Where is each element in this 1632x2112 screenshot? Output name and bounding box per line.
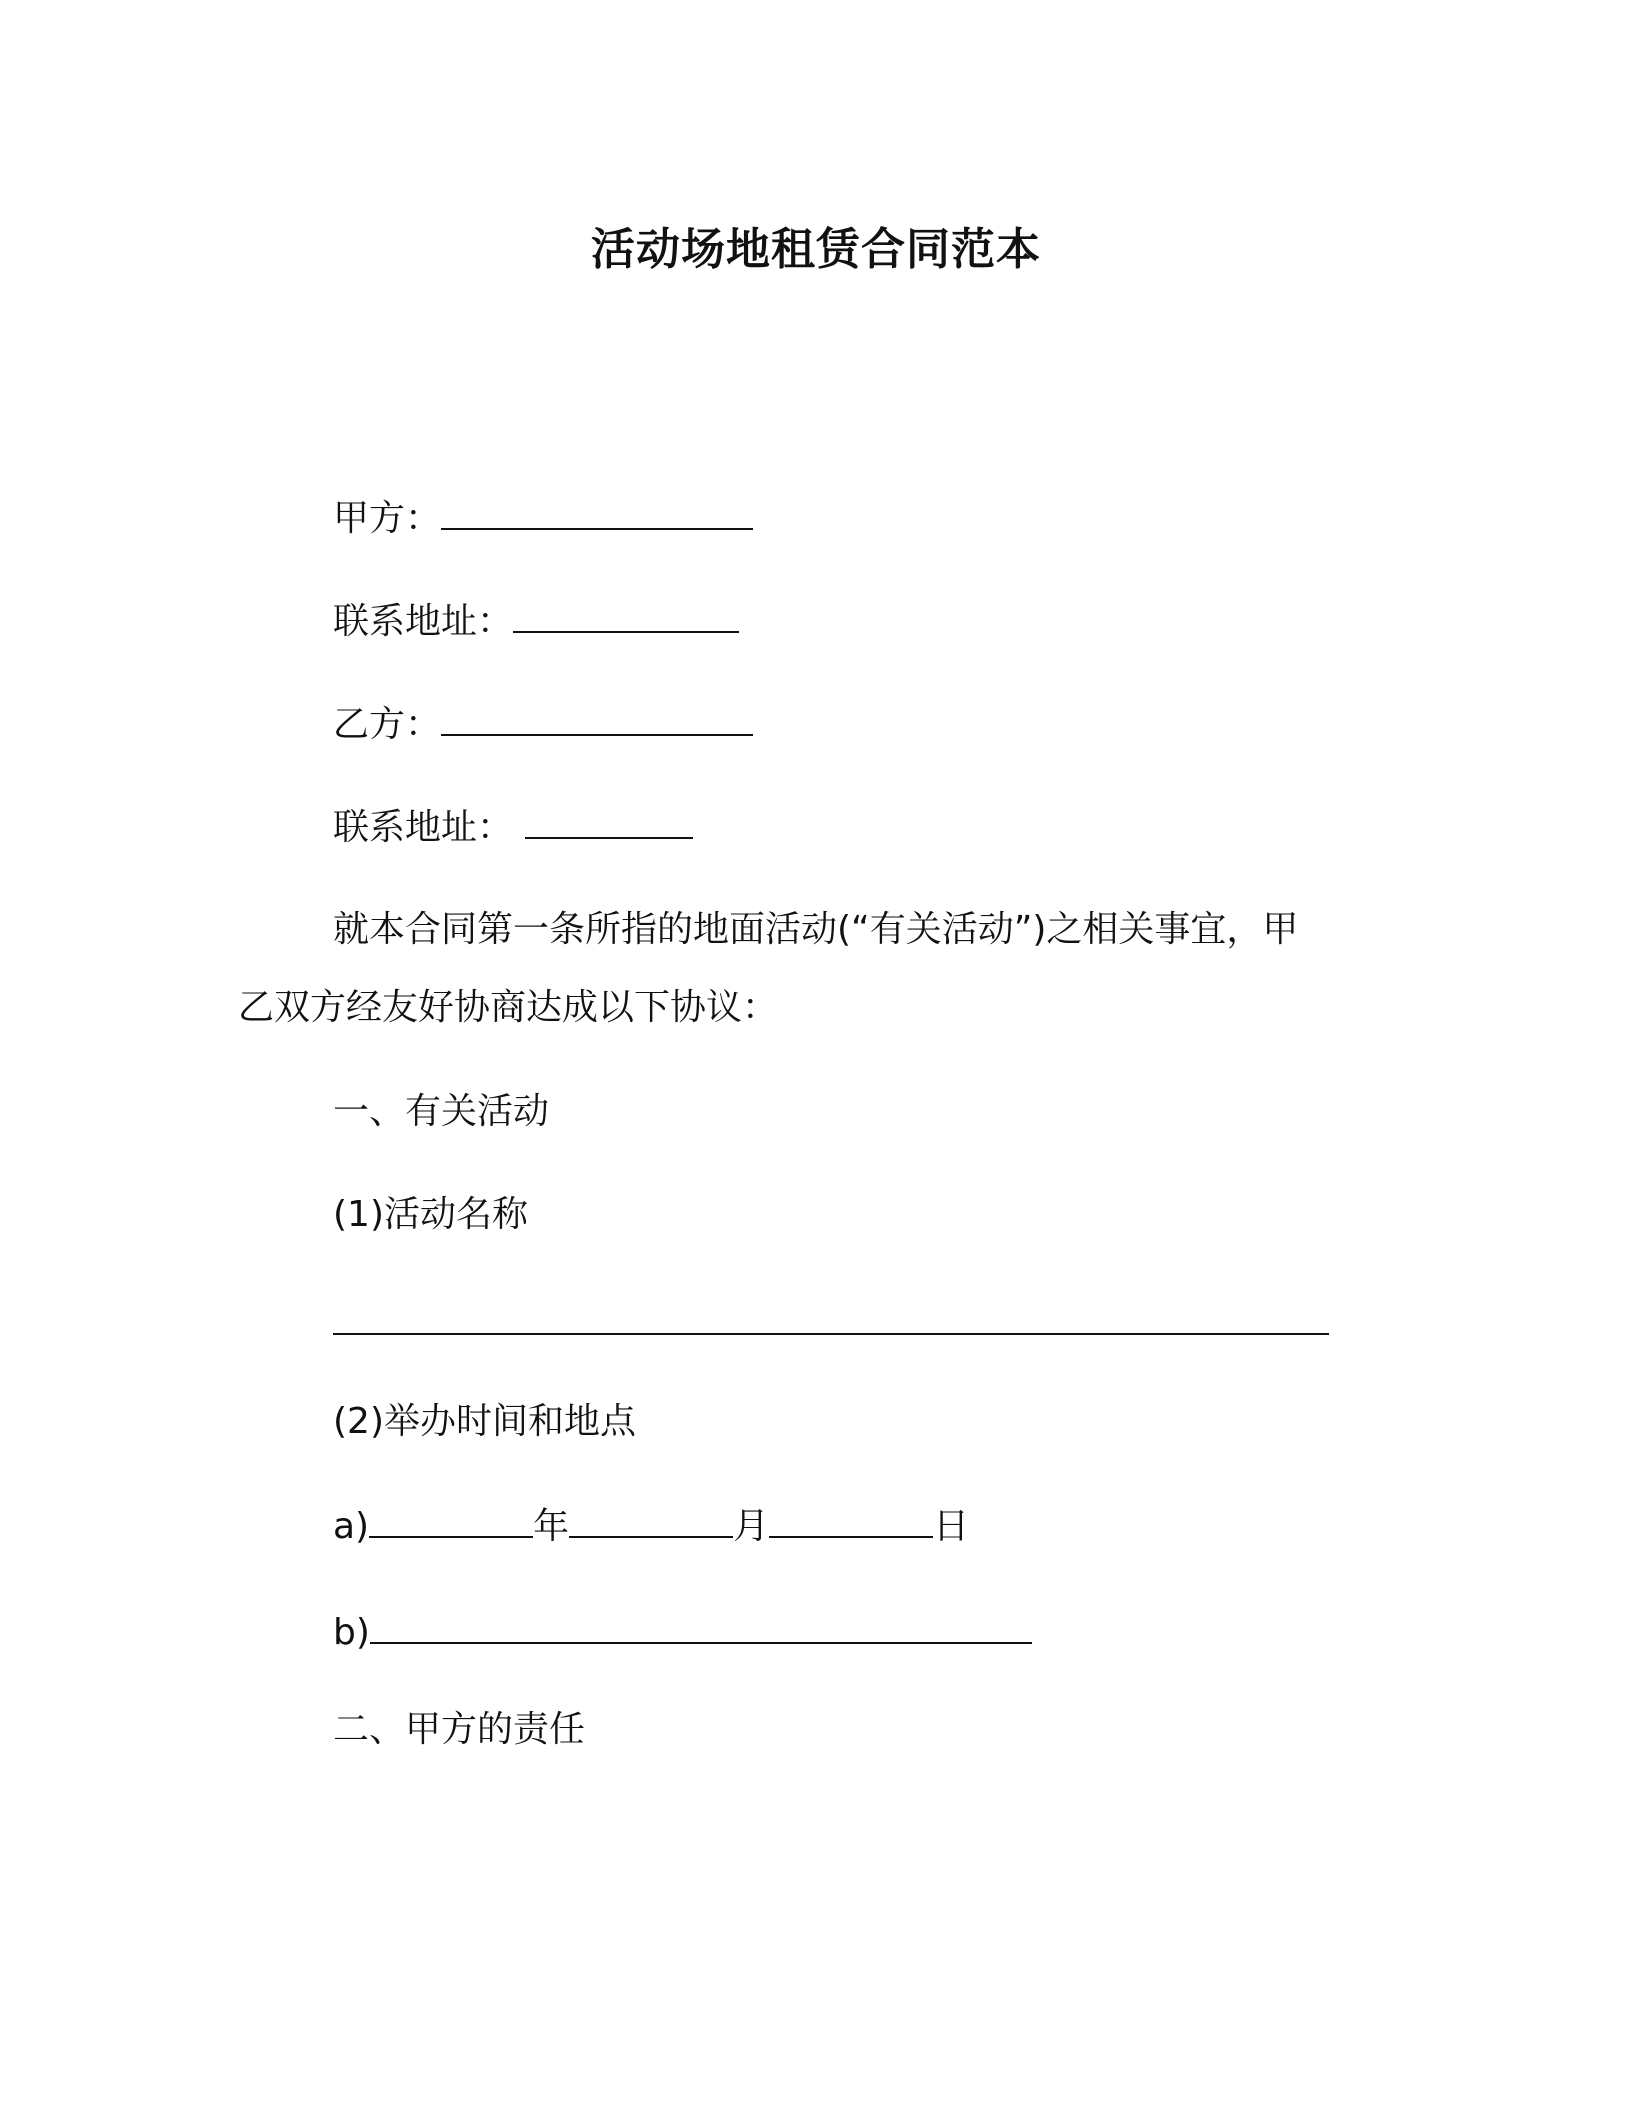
party-a-label: 甲方： — [333, 498, 442, 539]
day-blank[interactable] — [769, 1502, 933, 1538]
party-b-label: 乙方： — [333, 704, 442, 745]
intro-line-2: 乙双方经友好协商达成以下协议： — [238, 987, 779, 1028]
party-a-blank[interactable] — [441, 494, 753, 530]
place-prefix: b) — [333, 1612, 370, 1653]
party-b-blank[interactable] — [441, 700, 753, 736]
party-a-row — [333, 494, 753, 543]
year-label: 年 — [533, 1506, 570, 1547]
activity-name-blank[interactable] — [333, 1333, 1329, 1335]
intro-line-1: 就本合同第一条所指的地面活动(“有关活动”)之相关事宜，甲 — [333, 909, 1299, 950]
date-prefix: a) — [333, 1506, 370, 1547]
address-b-label: 联系地址： — [333, 807, 514, 848]
address-a-label: 联系地址： — [333, 601, 514, 642]
address-b-row — [333, 803, 693, 852]
date-row — [333, 1502, 969, 1551]
address-a-row — [333, 597, 739, 646]
item-1-label: (1)活动名称 — [333, 1194, 528, 1235]
section-2-heading: 二、甲方的责任 — [333, 1709, 586, 1750]
address-b-blank[interactable] — [525, 803, 693, 839]
month-blank[interactable] — [569, 1502, 733, 1538]
address-a-blank[interactable] — [513, 597, 739, 633]
document-title: 活动场地租赁合同范本 — [591, 224, 1041, 275]
item-2-label: (2)举办时间和地点 — [333, 1401, 636, 1442]
year-blank[interactable] — [369, 1502, 533, 1538]
day-label: 日 — [933, 1506, 970, 1547]
party-b-row — [333, 700, 753, 749]
month-label: 月 — [733, 1506, 770, 1547]
place-row — [333, 1608, 1032, 1657]
place-blank[interactable] — [370, 1608, 1032, 1644]
section-1-heading: 一、有关活动 — [333, 1091, 550, 1132]
